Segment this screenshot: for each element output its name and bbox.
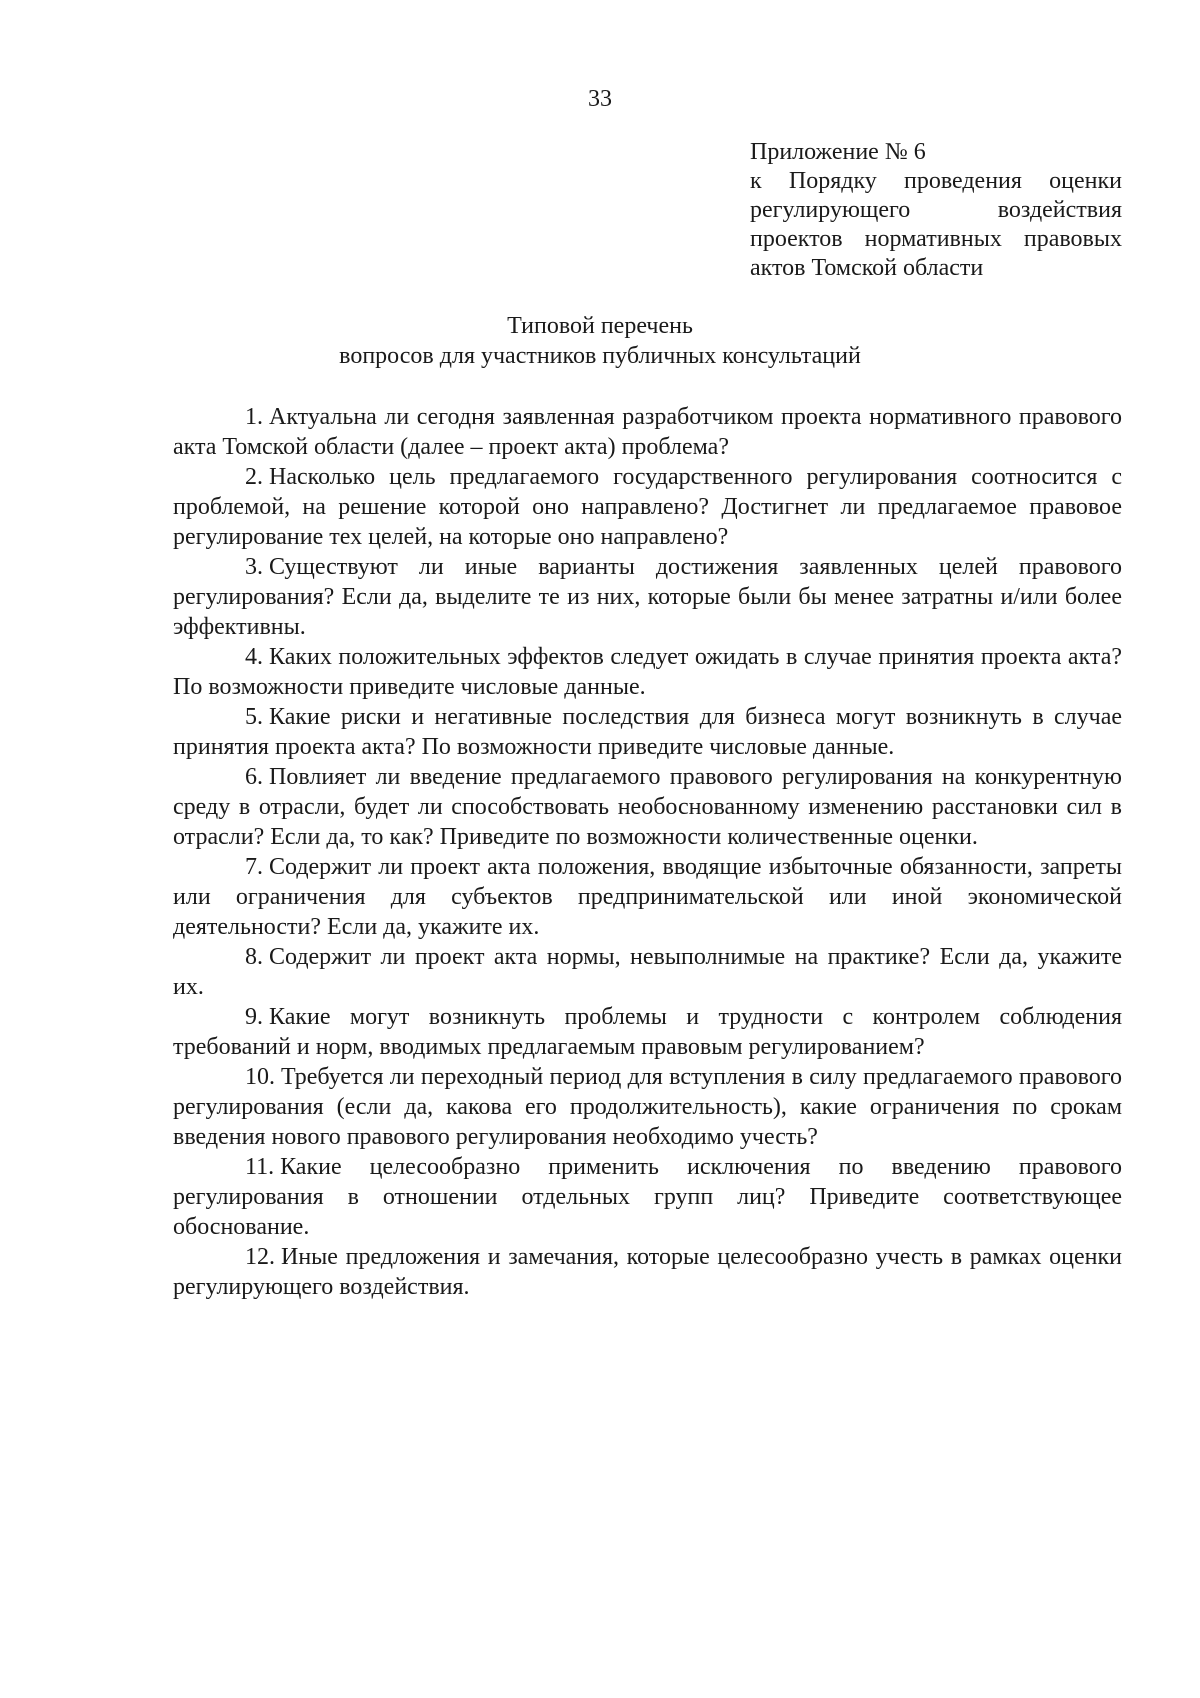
- document-title: [0, 311, 1200, 371]
- question-number: 8.: [245, 944, 263, 970]
- question-text: Требуется ли переходный период для вступления в силу предлагаемого правового регулирования (если да, какова его продолжительность), какие ограничения по срокам введения нового правового регулирования необходимо учесть?: [173, 1064, 1122, 1150]
- question-text: Существуют ли иные варианты достижения заявленных целей правового регулирования? Если да, выделите те из них, которые были бы менее затратны и/или более эффективны.: [173, 554, 1122, 640]
- question-number: 3.: [245, 554, 263, 580]
- questions-list: [173, 402, 1122, 1302]
- question-item: [173, 1062, 1122, 1152]
- question-item: [173, 1002, 1122, 1062]
- question-text: Какие целесообразно применить исключения по введению правового регулирования в отношении отдельных групп лиц? Приведите соответствующее обоснование.: [173, 1154, 1122, 1240]
- question-text: Повлияет ли введение предлагаемого правового регулирования на конкурентную среду в отрасли, будет ли способствовать необоснованному изменению расстановки сил в отрасли? Если да, то как? Приведите по возможности количественные оценки.: [173, 764, 1122, 850]
- question-text: Какие могут возникнуть проблемы и трудности с контролем соблюдения требований и норм, вводимых предлагаемым правовым регулированием?: [173, 1004, 1122, 1060]
- question-number: 9.: [245, 1004, 263, 1030]
- question-number: 7.: [245, 854, 263, 880]
- title-line-1: Типовой перечень: [507, 313, 693, 339]
- question-text: Насколько цель предлагаемого государственного регулирования соотносится с проблемой, на решение которой оно направлено? Достигнет ли предлагаемое правовое регулирование тех целей, на которые оно направлено?: [173, 464, 1122, 550]
- question-number: 1.: [245, 404, 263, 430]
- question-item: [173, 552, 1122, 642]
- question-item: [173, 642, 1122, 702]
- question-item: [173, 462, 1122, 552]
- page-number: 33: [588, 86, 612, 112]
- question-item: [173, 762, 1122, 852]
- question-text: Какие риски и негативные последствия для бизнеса могут возникнуть в случае принятия проекта акта? По возможности приведите числовые данные.: [173, 704, 1122, 760]
- question-number: 12.: [245, 1244, 275, 1270]
- question-number: 5.: [245, 704, 263, 730]
- question-number: 10.: [245, 1064, 275, 1090]
- question-number: 11.: [245, 1154, 275, 1180]
- appendix-line: актов Томской области: [750, 255, 984, 281]
- question-item: [173, 852, 1122, 942]
- title-line-2: вопросов для участников публичных консультаций: [339, 343, 861, 369]
- question-text: Каких положительных эффектов следует ожидать в случае принятия проекта акта? По возможности приведите числовые данные.: [173, 644, 1122, 700]
- question-text: Актуальна ли сегодня заявленная разработчиком проекта нормативного правового акта Томской области (далее – проект акта) проблема?: [173, 404, 1122, 460]
- question-item: [173, 942, 1122, 1002]
- question-text: Содержит ли проект акта нормы, невыполнимые на практике? Если да, укажите их.: [173, 944, 1122, 1000]
- question-item: [173, 402, 1122, 462]
- appendix-line: проектов нормативных правовых: [750, 226, 1122, 252]
- appendix-reference: [750, 138, 1122, 283]
- appendix-line: Приложение № 6: [750, 139, 926, 165]
- question-text: Содержит ли проект акта положения, вводящие избыточные обязанности, запреты или ограничения для субъектов предпринимательской или иной экономической деятельности? Если да, укажите их.: [173, 854, 1122, 940]
- question-number: 2.: [245, 464, 263, 490]
- appendix-line: к Порядку проведения оценки: [750, 168, 1122, 194]
- question-item: [173, 702, 1122, 762]
- question-item: [173, 1242, 1122, 1302]
- question-text: Иные предложения и замечания, которые целесообразно учесть в рамках оценки регулирующего воздействия.: [173, 1244, 1122, 1300]
- question-number: 4.: [245, 644, 263, 670]
- question-item: [173, 1152, 1122, 1242]
- appendix-line: регулирующего воздействия: [750, 197, 1122, 223]
- question-number: 6.: [245, 764, 263, 790]
